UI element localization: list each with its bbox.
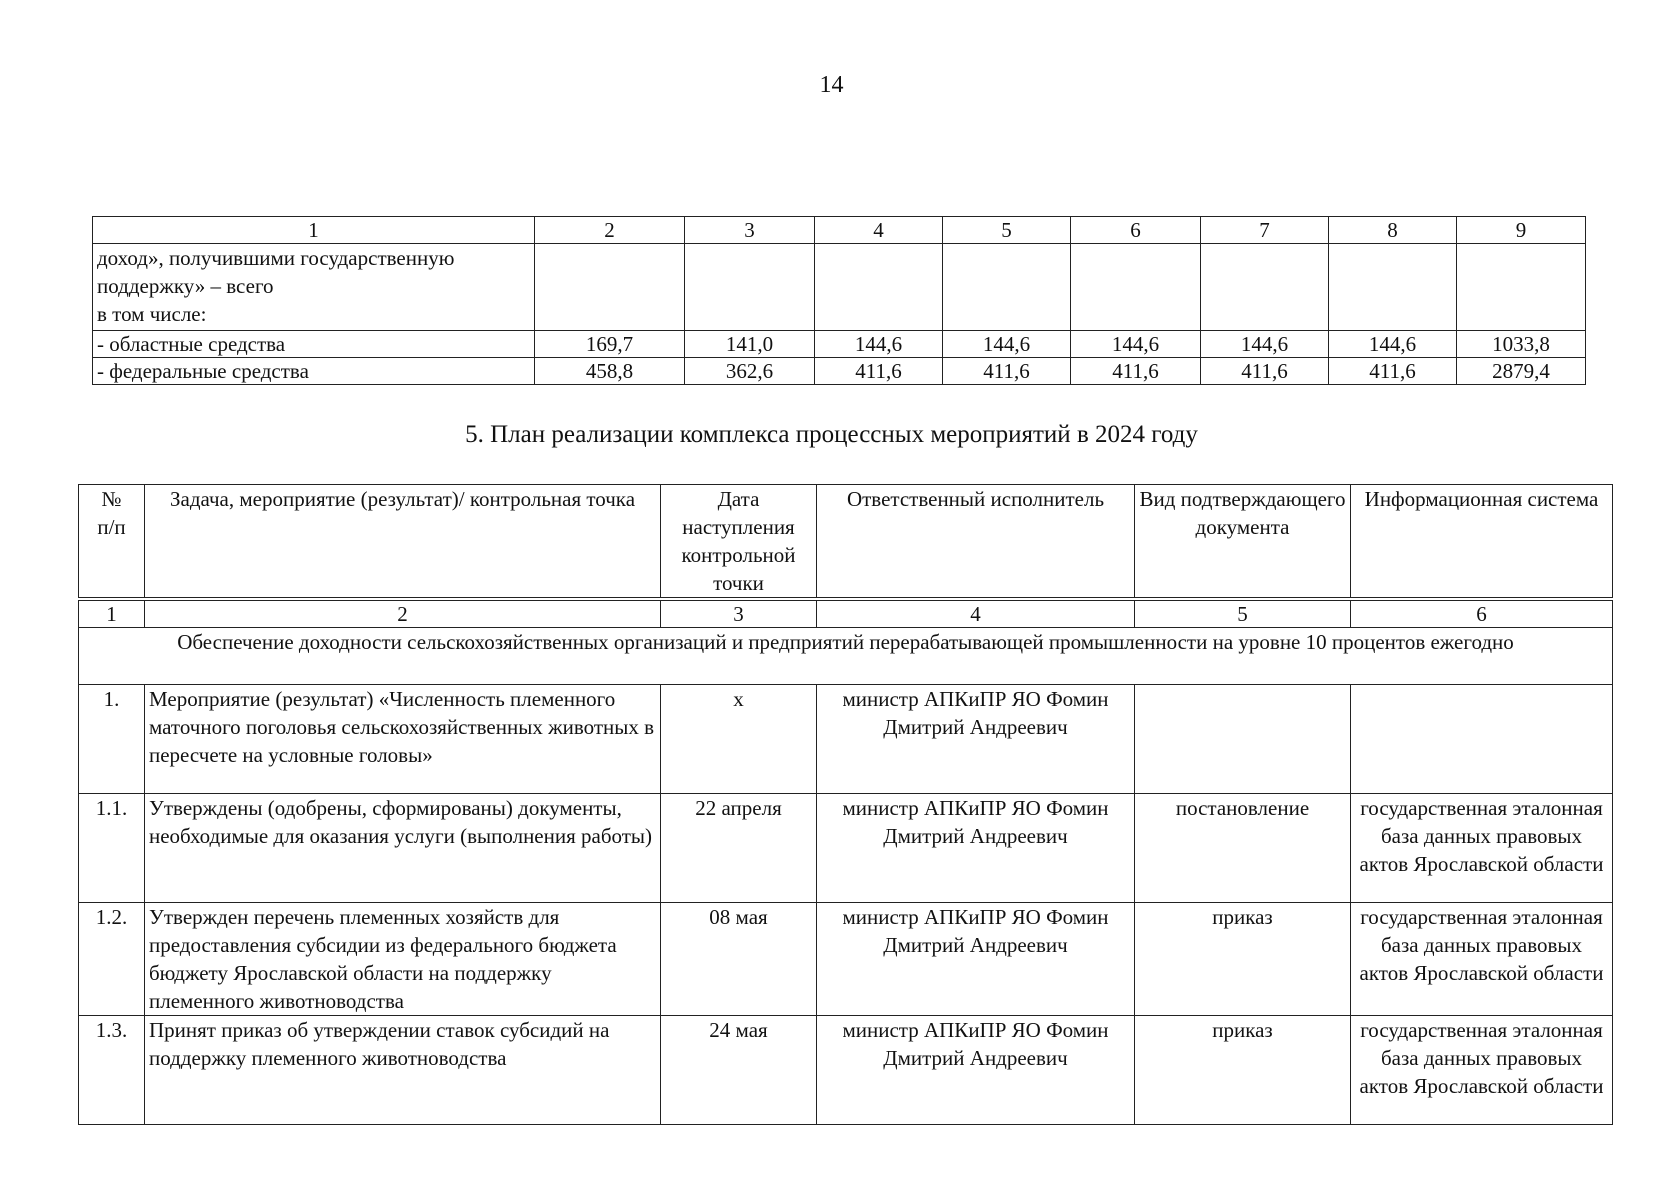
table-row [93,331,1586,358]
row-responsible: министр АПКиПР ЯО Фомин Дмитрий Андреевич [817,903,1135,1016]
row-date: 22 апреля [661,794,817,903]
row-document: постановление [1135,794,1351,903]
row-label: - федеральные средства [93,358,535,385]
cell-value: 169,7 [535,331,685,358]
column-number-row [79,599,1613,628]
row-date: 08 мая [661,903,817,1016]
cell-value: 411,6 [1329,358,1457,385]
funding-table [92,216,1586,385]
row-label: - областные средства [93,331,535,358]
funding-continuation-row [93,244,1586,331]
cell-value: 144,6 [1201,331,1329,358]
page-number: 14 [819,72,844,98]
row-task: Принят приказ об утверждении ставок субсидий на поддержку племенного животноводства [145,1016,661,1125]
col-number: 6 [1351,599,1613,628]
cell-value: 1033,8 [1457,331,1586,358]
col-header: 9 [1457,217,1586,244]
col-number: 5 [1135,599,1351,628]
row-system: государственная эталонная база данных правовых актов Ярославской области [1351,903,1613,1016]
row-number: 1. [79,685,145,794]
row-task: Мероприятие (результат) «Численность племенного маточного поголовья сельскохозяйственных животных в пересчете на условные головы» [145,685,661,794]
row-date: 24 мая [661,1016,817,1125]
col-header: 2 [535,217,685,244]
row-responsible: министр АПКиПР ЯО Фомин Дмитрий Андреевич [817,1016,1135,1125]
col-header: 8 [1329,217,1457,244]
cell-value: 411,6 [815,358,943,385]
row-system: государственная эталонная база данных правовых актов Ярославской области [1351,1016,1613,1125]
section-heading: Обеспечение доходности сельскохозяйственных организаций и предприятий перерабатывающей промышленности на уровне 10 процентов ежегодно [79,628,1613,685]
row-task: Утверждены (одобрены, сформированы) документы, необходимые для оказания услуги (выполнения работы) [145,794,661,903]
table-row [79,903,1613,1016]
plan-table [78,484,1613,1125]
table-row [79,685,1613,794]
cell-value: 141,0 [685,331,815,358]
row-task: Утвержден перечень племенных хозяйств для предоставления субсидии из федерального бюджета бюджету Ярославской области на поддержку племенного животноводства [145,903,661,1016]
cell-value: 411,6 [943,358,1071,385]
row-responsible: министр АПКиПР ЯО Фомин Дмитрий Андреевич [817,685,1135,794]
col-header: 5 [943,217,1071,244]
col-header: 3 [685,217,815,244]
table-row [93,358,1586,385]
row-system: государственная эталонная база данных правовых актов Ярославской области [1351,794,1613,903]
col-number: 3 [661,599,817,628]
row-number: 1.2. [79,903,145,1016]
funding-header-row [93,217,1586,244]
col-header-task: Задача, мероприятие (результат)/ контрольная точка [145,485,661,600]
col-header: 6 [1071,217,1201,244]
cell-value: 144,6 [815,331,943,358]
section-title: 5. План реализации комплекса процессных мероприятий в 2024 году [465,421,1198,448]
row-number: 1.3. [79,1016,145,1125]
row-document [1135,685,1351,794]
col-number: 4 [817,599,1135,628]
col-header: 7 [1201,217,1329,244]
row-label: доход», получившими государственную поддержку» – всего в том числе: [93,244,535,331]
col-header-date: Дата наступления контрольной точки [661,485,817,600]
cell-value: 458,8 [535,358,685,385]
row-responsible: министр АПКиПР ЯО Фомин Дмитрий Андреевич [817,794,1135,903]
table-row [79,794,1613,903]
row-document: приказ [1135,903,1351,1016]
col-header: 4 [815,217,943,244]
row-date: х [661,685,817,794]
row-number: 1.1. [79,794,145,903]
col-number: 1 [79,599,145,628]
row-document: приказ [1135,1016,1351,1125]
cell-value: 2879,4 [1457,358,1586,385]
col-header-responsible: Ответственный исполнитель [817,485,1135,600]
col-header-num: № п/п [79,485,145,600]
plan-header-row [79,485,1613,600]
cell-value: 411,6 [1071,358,1201,385]
cell-value: 362,6 [685,358,815,385]
col-header-system: Информационная система [1351,485,1613,600]
cell-value: 144,6 [943,331,1071,358]
cell-value: 144,6 [1071,331,1201,358]
cell-value: 411,6 [1201,358,1329,385]
col-header-document: Вид подтверждающего документа [1135,485,1351,600]
section-row [79,628,1613,685]
table-row [79,1016,1613,1125]
cell-value: 144,6 [1329,331,1457,358]
row-system [1351,685,1613,794]
col-number: 2 [145,599,661,628]
col-header: 1 [93,217,535,244]
